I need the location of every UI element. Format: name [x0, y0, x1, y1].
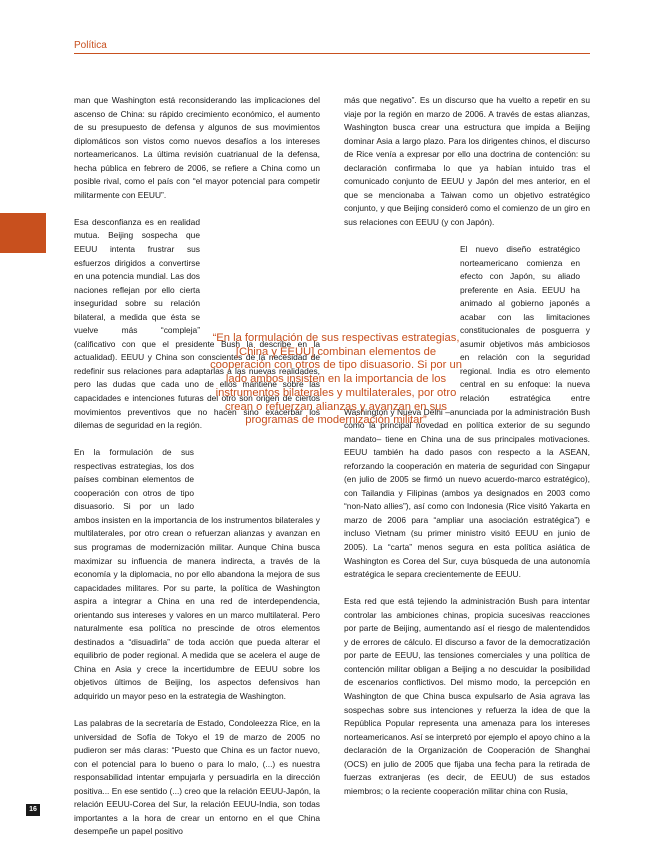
- spacer: [580, 243, 590, 287]
- right-column: [344, 94, 590, 798]
- side-color-tab: [0, 213, 46, 253]
- paragraph: [74, 446, 320, 703]
- left-column: [74, 94, 320, 839]
- paragraph-text: El nuevo diseño estratégico norteamericano comienza en efecto con Japón, su aliado preferente en Asia. EEUU ha animado al gobierno japonés a acabar con las limitaciones constitucionales de posguerra y asumir objetivos más ambiciosos en relación con la seguridad regional. India es otro elemento central en su enfoque: la nueva relación estratégica entre Washington y Nueva Delhi –anunciada por la administración Bush como la principal novedad en política exterior de su segundo mandato– tiene en China una de sus principales motivaciones. EEUU también ha dado pasos con respecto a la ASEAN, reforzando la cooperación en materia de seguridad con Singapur (en julio de 2005 se firmó un nuevo acuerdo-marco estratégico), con Tailandia y Filipinas (ambos ya designados en 2003 como “non-Nato allies”), así como con Indonesia (Rice visitó Yakarta en marzo de 2006 para “ampliar una asociación estratégica”) e incluso Vietnam (su primer ministro visitó EEUU en junio de 2005). La “carta” menos segura en esta política asiática de Washington es Corea del Sur, cuya búsqueda de una autonomía estratégica le separa crecientemente de EEUU.: [344, 243, 590, 580]
- paragraph: más que negativo”. Es un discurso que ha vuelto a repetir en su viaje por la región en marzo de 2006. A través de estas alianzas, Washington busca crear una estructura que impida a Beijing dominar Asia a largo plazo. Para los dirigentes chinos, el discurso de Rice venía a expresar por ello una doctrina de contención: su declaración confirmaba lo que ya habían intuido tras el comunicado conjunto de EEUU y Japón del mes anterior, en el que se mencionaba a Taiwan como un objetivo estratégico conjunto, y que Beijing consideró como el comienzo de un giro en sus relaciones con EEUU (y con Japón).: [344, 95, 590, 227]
- pull-quote: “En la formulación de sus respectivas estrategias, [China y EEUU] combinan elementos de cooperación con otros de tipo disuasorio. Si por un lado ambos insisten en la importancia de los instrumentos bilaterales y multilaterales, por otro crean o refuerzan alianzas y avanzan en sus programas de modernización militar”: [210, 332, 462, 427]
- quote-spacer: [194, 446, 320, 512]
- paragraph: Las palabras de la secretaría de Estado, Condoleezza Rice, en la universidad de Sofía de Tokyo el 19 de marzo de 2005 no pudieron ser más claras: “Puesto que China es un factor nuevo, con el potencial para lo bueno o para lo malo, (...) es nuestra responsabilidad intentar empujarla y persuadirla en la dirección positiva... En ese sentido (...) creo que la relación EEUU-Japón, la relación EEUU-Corea del Sur, la relación EEUU-India, son todas importantes a la hora de crear un entorno en el que China desempeñe un papel positivo: [74, 718, 320, 837]
- paragraph-text: Esa desconfianza es en realidad mutua. Beijing sospecha que EEUU intenta frustrar sus esfuerzos dirigidos a convertirse en una potencia mundial. Las dos naciones reflejan por ello cierta inseguridad sobre su relación bilateral, a medida que ésta se vuelve más “compleja” (calificativo con que el presidente Bush la describe en la actualidad). EEUU y China son conscientes de la necesidad de redefinir sus relaciones para adaptarlas a las nuevas realidades, pero las dudas que cada uno de ellos mantiene sobre las capacidades e intenciones futuras del otro son origen de ciertos movimientos preventivos que no hacen sino exacerbar los dilemas de seguridad en la región.: [74, 216, 320, 431]
- paragraph: man que Washington está reconsiderando las implicaciones del ascenso de China: su rápido crecimiento económico, el aumento de su presupuesto de defensa y algunos de sus movimientos diplomáticos son vistos como nuevos desafíos a los intereses norteamericanos. La última revisión cuatrianual de la defensa, hecha pública en febrero de 2006, se refiere a China como un posible rival, como el país con “el mayor potencial para competir militarmente con EEUU”.: [74, 95, 320, 200]
- paragraph-text: En la formulación de sus respectivas estrategias, los dos países combinan elementos de cooperación con otros de tipo disuasorio. Si por un lado ambos insisten en la importancia de los instrumentos bilaterales y multilaterales, por otro crean o refuerzan alianzas y avanzan en sus programas de modernización militar. Aunque China busca maximizar su influencia de manera indirecta, a través de la economía y la diplomacia, no por ello abandona la mejora de sus capacidades militares. Por su parte, la política de Washington aspira a integrar a China en una red de interdependencia, orientando sus intereses y valores en un marco multilateral. Pero naturalmente esa política no prescinde de otros elementos destinados a “disuadirla” de toda acción que pueda alterar el equilibrio de poder regional. A medida que se acelera el auge de China en Asia y crece la incertidumbre de EEUU sobre los objetivos últimos de Beijing, los aspectos defensivos han adquirido un mayor peso en la estrategia de Washington.: [74, 447, 320, 701]
- page-number: 16: [26, 804, 40, 816]
- paragraph: Esta red que está tejiendo la administración Bush para intentar controlar las ambiciones chinas, propicia sucesivas reacciones por parte de Beijing, aumentando así el riesgo de malentendidos y de errores de cálculo. El discurso a favor de la democratización por parte de EEUU, las tensiones comerciales y una política de contención militar obligan a Beijing a no descuidar la posibilidad de escenarios conflictivos. Del mismo modo, la percepción en Washington de que China busca expulsarlo de Asia agrava las sospechas sobre sus intenciones y refuerza la idea de que la República Popular representa una amenaza para los intereses norteamericanos. Así se interpretó por ejemplo el apoyo chino a la declaración de la Organización de Cooperación de Shanghai (OCS) en julio de 2005 que fijaba una fecha para la retirada de fuerzas extranjeras (es decir, de EEUU) de sus estados miembros; o la reciente cooperación militar china con Rusia,: [344, 596, 590, 796]
- header-rule: [74, 53, 590, 54]
- section-label: Política: [74, 40, 107, 51]
- quote-spacer: [200, 216, 320, 334]
